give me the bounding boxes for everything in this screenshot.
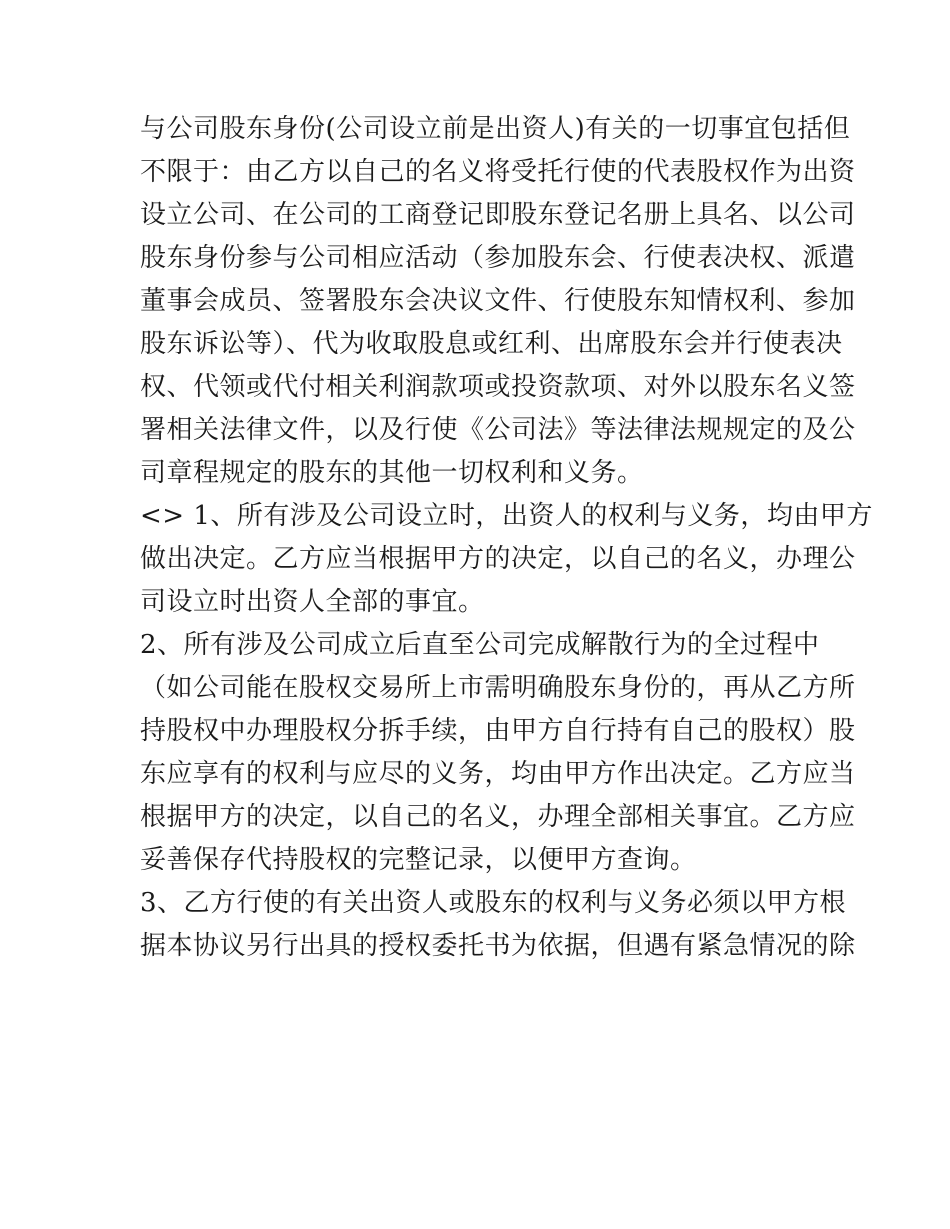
- text-line: 署相关法律文件，以及行使《公司法》等法律法规规定的及公: [140, 415, 856, 445]
- text-line: 根据甲方的决定，以自己的名义，办理全部相关事宜。乙方应: [140, 802, 856, 832]
- document-body: [140, 108, 873, 968]
- text-line: 2、所有涉及公司成立后直至公司完成解散行为的全过程中: [140, 630, 820, 660]
- text-line: 设立公司、在公司的工商登记即股东登记名册上具名、以公司: [140, 200, 856, 230]
- text-line: 持股权中办理股权分拆手续，由甲方自行持有自己的股权）股: [140, 716, 856, 746]
- text-line: 据本协议另行出具的授权委托书为依据，但遇有紧急情况的除: [140, 931, 856, 961]
- text-line: 东应享有的权利与应尽的义务，均由甲方作出决定。乙方应当: [140, 759, 856, 789]
- text-line: 司设立时出资人全部的事宜。: [140, 587, 485, 617]
- text-line: 董事会成员、签署股东会决议文件、行使股东知情权利、参加: [140, 286, 856, 316]
- text-line: 司章程规定的股东的其他一切权利和义务。: [140, 458, 644, 488]
- text-line: 不限于：由乙方以自己的名义将受托行使的代表股权作为出资: [140, 157, 856, 187]
- text-line: 妥善保存代持股权的完整记录，以便甲方查询。: [140, 845, 697, 875]
- text-line: 与公司股东身份(公司设立前是出资人)有关的一切事宜包括但: [140, 114, 851, 144]
- text-line: 权、代领或代付相关利润款项或投资款项、对外以股东名义签: [140, 372, 856, 402]
- text-line: <> 1、所有涉及公司设立时，出资人的权利与义务，均由甲方: [140, 501, 873, 531]
- text-line: 做出决定。乙方应当根据甲方的决定，以自己的名义，办理公: [140, 544, 856, 574]
- text-line: 3、乙方行使的有关出资人或股东的权利与义务必须以甲方根: [140, 888, 847, 918]
- text-line: 股东身份参与公司相应活动（参加股东会、行使表决权、派遣: [140, 243, 856, 273]
- text-line: 股东诉讼等）、代为收取股息或红利、出席股东会并行使表决: [140, 329, 843, 359]
- text-line: （如公司能在股权交易所上市需明确股东身份的，再从乙方所: [140, 673, 856, 703]
